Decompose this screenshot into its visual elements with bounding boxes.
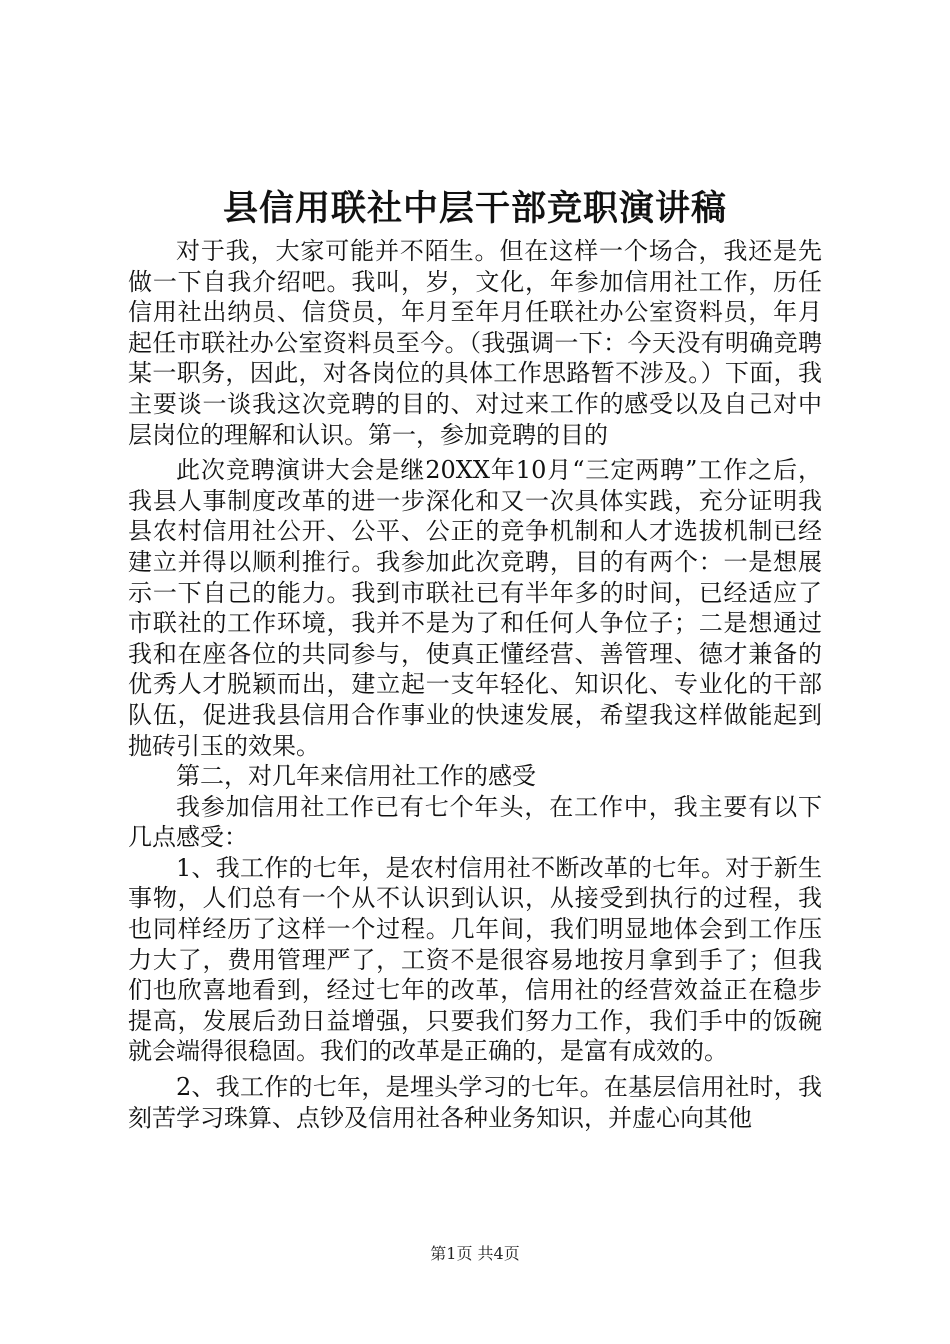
- paragraph-purpose: 此次竞聘演讲大会是继20XX年10月“三定两聘”工作之后，我县人事制度改革的进一步深化和又一次具体实践，充分证明我县农村信用社公开、公平、公正的竞争机制和人才选拔机制已经建立并得以顺利推行。我参加此次竞聘，目的有两个：一是想展示一下自己的能力。我到市联社已有半年多的时间，已经适应了市联社的工作环境，我并不是为了和任何人争位子；二是想通过我和在座各位的共同参与，使真正懂经营、善管理、德才兼备的优秀人才脱颖而出，建立起一支年轻化、知识化、专业化的干部队伍，促进我县信用合作事业的快速发展，希望我这样做能起到抛砖引玉的效果。: [128, 456, 822, 760]
- paragraph-point-1: 1、我工作的七年，是农村信用社不断改革的七年。对于新生事物，人们总有一个从不认识到认识，从接受到执行的过程，我也同样经历了这样一个过程。几年间，我们明显地体会到工作压力大了，费用管理严了，工资不是很容易地按月拿到手了；但我们也欣喜地看到，经过七年的改革，信用社的经营效益正在稳步提高，发展后劲日益增强，只要我们努力工作，我们手中的饭碗就会端得很稳固。我们的改革是正确的，是富有成效的。: [128, 853, 822, 1066]
- paragraph-point-2: 2、我工作的七年，是埋头学习的七年。在基层信用社时，我刻苦学习珠算、点钞及信用社各种业务知识，并虚心向其他: [128, 1073, 822, 1132]
- page-number-footer: 第1页 共4页: [430, 1244, 520, 1263]
- document-title: 县信用联社中层干部竞职演讲稿: [222, 188, 727, 229]
- document-body: [128, 236, 822, 1133]
- paragraph-heading-2: 第二，对几年来信用社工作的感受: [176, 762, 536, 791]
- paragraph-feelings-intro: 我参加信用社工作已有七个年头，在工作中，我主要有以下几点感受：: [128, 792, 822, 852]
- paragraph-intro: 对于我，大家可能并不陌生。但在这样一个场合，我还是先做一下自我介绍吧。我叫，岁，文化，年参加信用社工作，历任信用社出纳员、信贷员，年月至年月任联社办公室资料员，年月起任市联社办公室资料员至今。（我强调一下：今天没有明确竞聘某一职务，因此，对各岗位的具体工作思路暂不涉及。）下面，我主要谈一谈我这次竞聘的目的、对过来工作的感受以及自己对中层岗位的理解和认识。第一，参加竞聘的目的: [128, 237, 822, 449]
